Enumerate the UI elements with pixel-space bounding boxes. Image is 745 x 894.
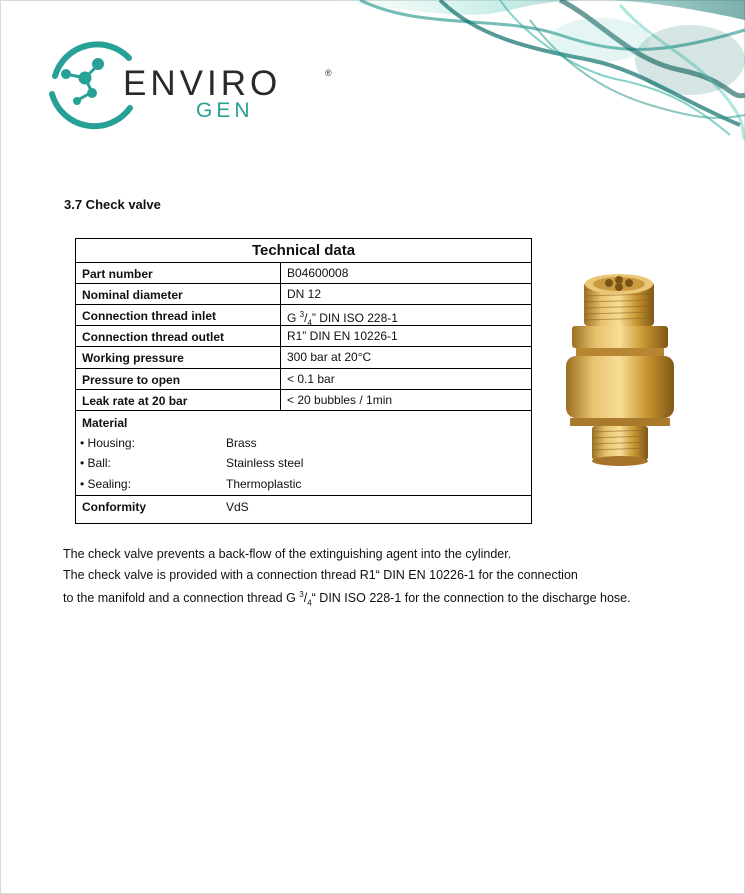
table-row [76, 263, 531, 284]
conformity-value: VdS [226, 500, 249, 514]
line3-sup: 3 [299, 590, 304, 599]
table-title: Technical data [76, 239, 531, 263]
material-item-value: Brass [226, 436, 257, 450]
material-heading: Material [82, 416, 128, 430]
material-item-value: Stainless steel [226, 456, 304, 470]
table-row [76, 369, 531, 390]
conformity-label: Conformity [82, 500, 146, 514]
value-prefix: G [287, 311, 300, 325]
row-label: Connection thread outlet [82, 330, 224, 344]
row-value: < 20 bubbles / 1min [280, 390, 532, 410]
check-valve-image [562, 272, 678, 468]
table-row [76, 390, 531, 411]
line3-sub: 4 [307, 598, 312, 608]
row-value: R1” DIN EN 10226-1 [280, 326, 532, 346]
row-label: Connection thread inlet [82, 309, 217, 323]
description-line-1: The check valve prevents a back-flow of the extinguishing agent into the cylinder. [63, 547, 512, 561]
table-row [76, 305, 531, 326]
row-label: Nominal diameter [82, 288, 183, 302]
material-item-label: • Ball: [80, 456, 111, 470]
table-row [76, 284, 531, 305]
smoke-graphic [300, 0, 745, 140]
material-item-label: • Sealing: [80, 477, 131, 491]
value-suffix: ” DIN ISO 228-1 [311, 311, 398, 325]
brand-name: ENVIRO [123, 64, 282, 103]
description-line-3 [63, 587, 631, 612]
row-label: Leak rate at 20 bar [82, 394, 188, 408]
row-value: DN 12 [280, 284, 532, 304]
line3-prefix: to the manifold and a connection thread G [63, 591, 300, 606]
value-sup: 3 [299, 310, 305, 319]
line3-slash: / [303, 591, 308, 606]
row-label: Part number [82, 267, 153, 281]
row-value: < 0.1 bar [280, 369, 532, 389]
section-title: 3.7 Check valve [64, 197, 161, 212]
material-item-value: Thermoplastic [226, 477, 302, 491]
technical-data-table [75, 238, 532, 524]
row-label: Working pressure [82, 351, 184, 365]
row-value: B04600008 [280, 263, 532, 283]
registered-mark: ® [325, 68, 332, 78]
description-line-2: The check valve is provided with a connection thread R1“ DIN EN 10226-1 for the connection [63, 568, 578, 582]
material-item-label: • Housing: [80, 436, 135, 450]
table-row [76, 326, 531, 347]
value-slash: / [304, 311, 308, 325]
table-row [76, 347, 531, 369]
row-label: Pressure to open [82, 373, 181, 387]
row-value: 300 bar at 20°C [280, 347, 532, 368]
value-sub: 4 [307, 318, 312, 328]
brand-sub: GEN [196, 99, 254, 122]
line3-suffix: “ DIN ISO 228-1 for the connection to the discharge hose. [311, 591, 631, 606]
row-value [280, 305, 532, 328]
divider [76, 495, 531, 496]
